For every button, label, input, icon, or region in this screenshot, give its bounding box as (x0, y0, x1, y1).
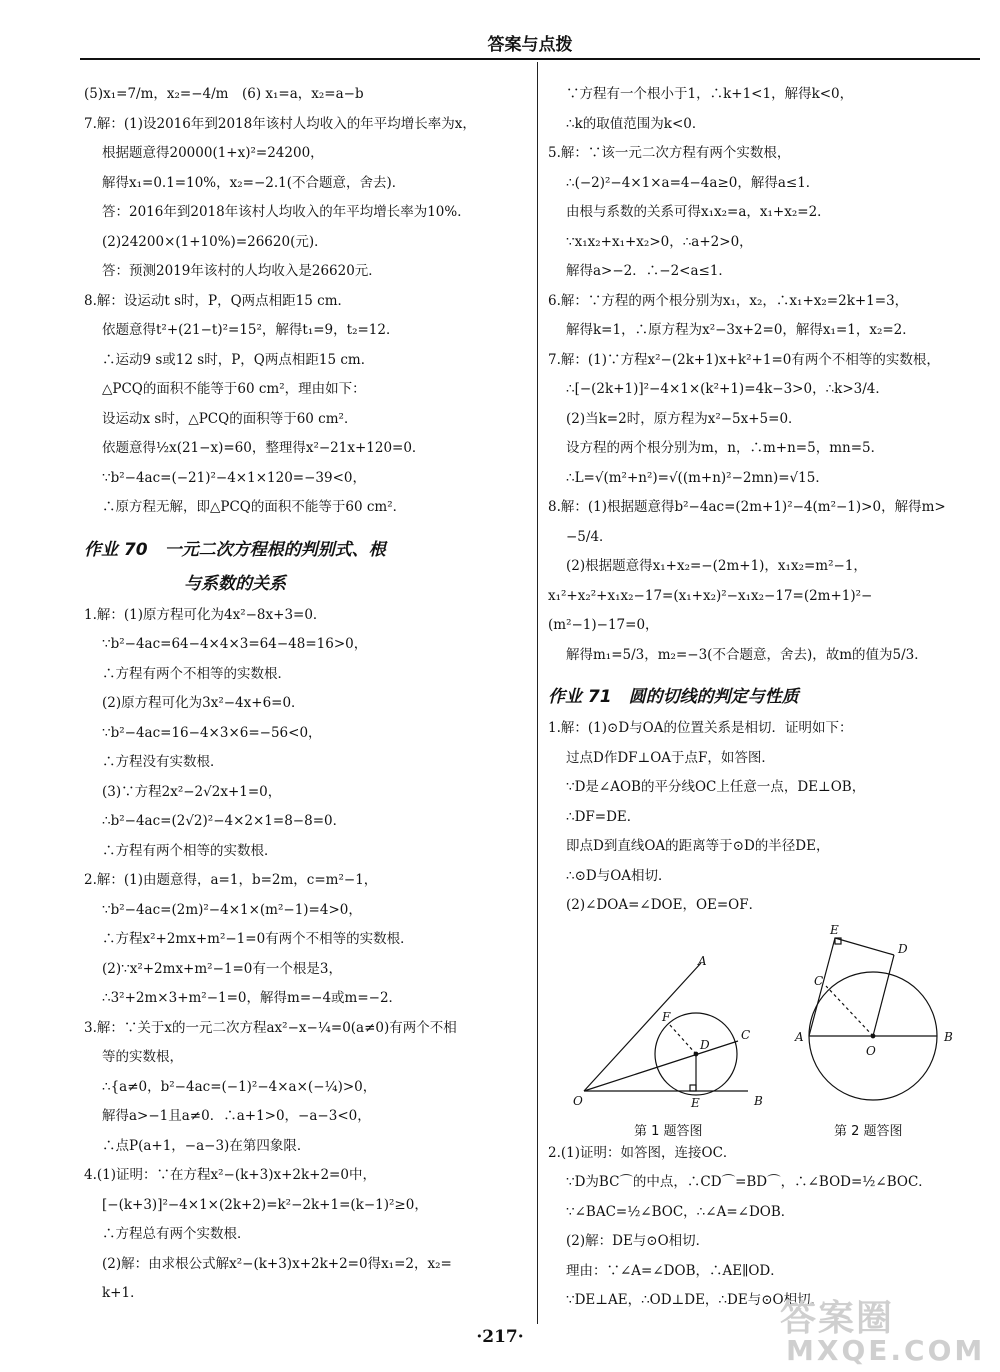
svg-text:D: D (700, 1037, 710, 1052)
right-column (548, 80, 980, 1316)
svg-text:B: B (754, 1093, 763, 1108)
header-rule (80, 58, 980, 60)
text-line: 1.解：(1)原方程可化为4x²−8x+3=0． (84, 606, 327, 623)
text-line: (2)24200×(1+10%)=26620(元)． (102, 233, 328, 250)
svg-text:E: E (830, 922, 839, 937)
text-line: ∴方程总有两个实数根． (102, 1226, 251, 1242)
text-line: 解得k=1，∴原方程为x²−3x+2=0，解得x₁=1，x₂=2． (566, 322, 916, 338)
text-line: 2.(1)证明：如答图，连接OC． (548, 1144, 737, 1161)
svg-text:O: O (573, 1093, 583, 1108)
text-line: ∴L=√(m²+n²)=√((m+n)²−2mn)=√15． (566, 469, 829, 486)
text-line: ∴运动9 s或12 s时，P，Q两点相距15 cm． (102, 351, 375, 368)
text-line: −5/4． (566, 528, 613, 545)
text-line: ∴⊙D与OA相切． (566, 867, 672, 884)
text-line: 解得m₁=5/3，m₂=−3(不合题意，舍去)，故m的值为5/3． (566, 646, 928, 663)
text-line: ∵b²−4ac=(−21)²−4×1×120=−39<0， (102, 469, 366, 486)
svg-text:B: B (944, 1029, 953, 1044)
text-line: (5)x₁=7/m，x₂=−4/m (6) x₁=a，x₂=a−b (84, 86, 364, 102)
text-line: 4.(1)证明：∵在方程x²−(k+3)x+2k+2=0中， (84, 1167, 376, 1183)
text-line: ∴b²−4ac=(2√2)²−4×2×1=8−8=0． (102, 813, 347, 829)
section-title-70: 作业 70 一元二次方程根的判别式、根 (84, 539, 386, 560)
text-line: ∵D是∠AOB的平分线OC上任意一点，DE⊥OB， (566, 779, 866, 795)
figure-1-caption: 第 1 题答图 (634, 1123, 703, 1139)
text-line: ∴原方程无解，即△PCQ的面积不能等于60 cm²． (102, 499, 407, 515)
page-header-title: 答案与点拨 (487, 35, 573, 55)
text-line: ∴点P(a+1，−a−3)在第四象限． (102, 1137, 311, 1154)
text-line: 3.解：∵关于x的一元二次方程ax²−x−¼=0(a≠0)有两个不相 (84, 1019, 457, 1036)
text-line: (2)根据题意得x₁+x₂=−(2m+1)，x₁x₂=m²−1， (566, 558, 867, 574)
text-line: ∴方程x²+2mx+m²−1=0有两个不相等的实数根． (102, 931, 414, 947)
section-subtitle-70: 与系数的关系 (184, 573, 286, 594)
text-line: ∴方程有两个相等的实数根． (102, 842, 278, 859)
text-line: (2)当k=2时，原方程为x²−5x+5=0． (566, 410, 802, 427)
text-line: [−(k+3)]²−4×1×(2k+2)=k²−2k+1=(k−1)²≥0， (102, 1196, 428, 1213)
text-line: k+1． (102, 1285, 144, 1301)
text-line: (m²−1)−17=0， (548, 617, 659, 633)
text-line: 设方程的两个根分别为m，n，∴m+n=5，mn=5． (566, 440, 885, 456)
left-column (84, 80, 524, 1309)
figure-1-labels (573, 954, 763, 1110)
text-line: ∵方程有一个根小于1，∴k+1<1，解得k<0， (566, 86, 854, 102)
text-line: ∴方程有两个不相等的实数根． (102, 665, 291, 682)
text-line: 2.解：(1)由题意得，a=1，b=2m，c=m²−1， (84, 872, 378, 888)
text-line: 解得x₁=0.1=10%，x₂=−2.1(不合题意，舍去)． (102, 174, 406, 191)
svg-text:D: D (898, 941, 908, 956)
text-line: ∴DF=DE． (566, 808, 641, 825)
text-line: 解得a>−1且a≠0．∴a+1>0，−a−3<0， (102, 1108, 371, 1124)
svg-text:E: E (691, 1095, 700, 1110)
text-line: (2)解：由求根公式解x²−(k+3)x+2k+2=0得x₁=2，x₂= (102, 1255, 452, 1272)
svg-text:F: F (662, 1009, 671, 1024)
watermark-url: MXQE.COM (786, 1334, 986, 1367)
text-line: 依题意得½x(21−x)=60，整理得x²−21x+120=0． (102, 440, 426, 456)
figure-2-diagram (809, 938, 937, 1100)
section-title-71: 作业 71 圆的切线的判定与性质 (548, 687, 799, 707)
text-line: 过点D作DF⊥OA于点F，如答图． (566, 749, 775, 766)
text-line: ∵DE⊥AE，∴OD⊥DE，∴DE与⊙O相切． (566, 1292, 825, 1308)
text-line: (2)解：DE与⊙O相切． (566, 1233, 710, 1249)
text-line: 7.解：(1)∵方程x²−(2k+1)x+k²+1=0有两个不相等的实数根， (548, 351, 940, 368)
text-line: (2)∵x²+2mx+m²−1=0有一个根是3， (102, 960, 342, 977)
text-line: 解得a>−2．∴−2<a≤1． (566, 263, 732, 279)
svg-text:C: C (814, 973, 824, 988)
text-line: 理由：∵∠A=∠DOB，∴AE∥OD． (566, 1262, 784, 1279)
figures (548, 921, 980, 1139)
watermark-logo: 答案圈 (780, 1298, 895, 1339)
figure-1-diagram (584, 963, 751, 1095)
svg-text:C: C (741, 1027, 751, 1042)
text-line: 由根与系数的关系可得x₁x₂=a，x₁+x₂=2． (566, 204, 831, 220)
text-line: (2)∠DOA=∠DOE，OE=OF． (566, 897, 763, 913)
text-line: ∴{a≠0，b²−4ac=(−1)²−4×a×(−¼)>0， (102, 1078, 377, 1095)
text-line: ∴k的取值范围为k<0． (566, 115, 706, 132)
text-line: ∵x₁x₂+x₁+x₂>0，∴a+2>0， (566, 233, 753, 250)
text-line: ∵b²−4ac=64−4×4×3=64−48=16>0， (102, 636, 368, 652)
text-line: 答：2016年到2018年该村人均收入的年平均增长率为10%． (102, 204, 471, 220)
text-line: ∴(−2)²−4×1×a=4−4a≥0，解得a≤1． (566, 174, 820, 191)
page-number: ·217· (476, 1327, 524, 1347)
text-line: (2)原方程可化为3x²−4x+6=0． (102, 695, 305, 711)
column-divider (537, 62, 538, 1324)
text-line: 依题意得t²+(21−t)²=15²，解得t₁=9，t₂=12． (102, 322, 400, 338)
text-line: 等的实数根， (102, 1049, 183, 1065)
text-line: 1.解：(1)⊙D与OA的位置关系是相切．证明如下： (548, 720, 853, 736)
text-line: 7.解：(1)设2016年到2018年该村人均收入的年平均增长率为x， (84, 115, 476, 132)
text-line: 8.解：设运动t s时，P，Q两点相距15 cm． (84, 292, 352, 309)
text-line: ∴3²+2m×3+m²−1=0，解得m=−4或m=−2． (102, 990, 403, 1006)
figure-2-caption: 第 2 题答图 (834, 1123, 903, 1139)
text-line: △PCQ的面积不能等于60 cm²，理由如下： (102, 381, 366, 397)
text-line: ∴方程没有实数根． (102, 754, 224, 770)
geometry-figures (548, 921, 980, 1139)
text-line: 6.解：∵方程的两个根分别为x₁，x₂，∴x₁+x₂=2k+1=3， (548, 292, 909, 309)
text-line: 答：预测2019年该村的人均收入是26620元． (102, 263, 382, 279)
text-line: x₁²+x₂²+x₁x₂−17=(x₁+x₂)²−x₁x₂−17=(2m+1)²− (548, 587, 873, 604)
svg-text:A: A (795, 1029, 804, 1044)
svg-text:A: A (698, 953, 707, 968)
text-line: ∵b²−4ac=(2m)²−4×1×(m²−1)=4>0， (102, 901, 362, 918)
text-line: (3)∵方程2x²−2√2x+1=0， (102, 783, 282, 800)
text-line: 根据题意得20000(1+x)²=24200， (102, 145, 324, 161)
svg-text:O: O (866, 1043, 876, 1058)
text-line: 即点D到直线OA的距离等于⊙D的半径DE， (566, 838, 830, 854)
text-line: 5.解：∵该一元二次方程有两个实数根， (548, 145, 791, 161)
text-line: ∵b²−4ac=16−4×3×6=−56<0， (102, 724, 322, 741)
text-line: 8.解：(1)根据题意得b²−4ac=(2m+1)²−4(m²−1)>0，解得m> (548, 499, 946, 515)
text-line: 设运动x s时，△PCQ的面积等于60 cm²． (102, 410, 358, 427)
text-line: ∵D为BC⌒的中点，∴CD⌒=BD⌒，∴∠BOD=½∠BOC． (566, 1174, 932, 1190)
text-line: ∴[−(2k+1)]²−4×1×(k²+1)=4k−3>0，∴k>3/4． (566, 381, 889, 397)
text-line: ∵∠BAC=½∠BOC，∴∠A=∠DOB． (566, 1203, 795, 1220)
